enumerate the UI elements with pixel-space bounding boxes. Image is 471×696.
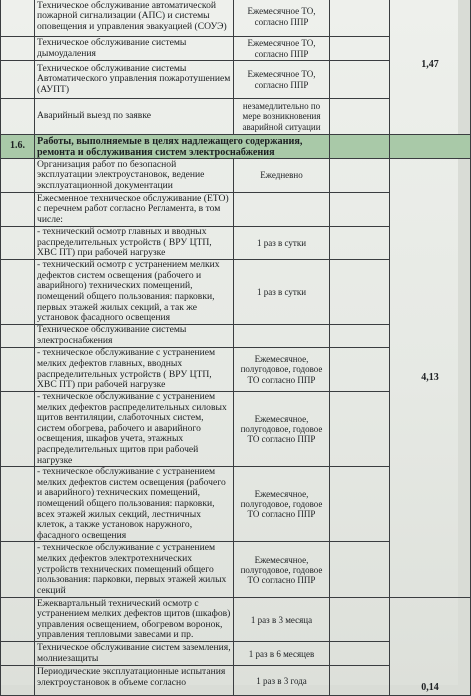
empty-cell — [330, 325, 390, 348]
service-description: Техническое обслуживание системы дымоудаления — [35, 37, 234, 61]
empty-cell — [330, 159, 390, 193]
service-description: Техническое обслуживание систем заземления, молниезащиты — [35, 642, 234, 666]
empty-cell — [330, 467, 390, 542]
row-number — [1, 598, 35, 642]
empty-cell — [330, 61, 390, 99]
empty-cell — [330, 598, 390, 642]
row-number — [1, 0, 35, 37]
service-frequency: Ежедневно — [234, 159, 330, 193]
service-description: - техническое обслуживание с устранением мелких дефектов систем освещения (рабочего и аварийного) технических помещений, помещений общего пользования: парковки, всех этажей жилых секций, лестничных клеток, а также установок наружного, фасадного освещения — [35, 467, 234, 542]
empty-cell — [330, 37, 390, 61]
service-description: - технический осмотр главных и вводных распределительных устройств ( ВРУ ЦТП, ХВС ПТ) при рабочей нагрузке — [35, 227, 234, 260]
service-description: - техническое обслуживание с устранением мелких дефектов главных, вводных распределительных устройств ( ВРУ ЦТП, ХВС ПТ) при рабочей нагрузке — [35, 348, 234, 392]
table-row — [1, 0, 471, 37]
table-row — [1, 159, 471, 193]
service-frequency: 1 раз в сутки — [234, 227, 330, 260]
service-description: Техническое обслуживание системы электроснабжения — [35, 325, 234, 348]
section-number: 1.6. — [1, 135, 35, 159]
table-row — [1, 598, 471, 642]
empty-cell — [330, 348, 390, 392]
empty-cell — [330, 542, 390, 598]
empty-cell — [330, 193, 390, 227]
section-header-row — [1, 135, 471, 159]
service-frequency: Ежемесячное, полугодовое, годовое ТО согласно ППР — [234, 542, 330, 598]
service-frequency: Ежемесячное, полугодовое, годовое ТО согласно ППР — [234, 348, 330, 392]
service-frequency: Ежемесячное, полугодовое, годовое ТО согласно ППР — [234, 392, 330, 467]
row-number — [1, 227, 35, 260]
service-description: Техническое обслуживание системы Автоматического управления пожаротушением (АУПТ) — [35, 61, 234, 99]
service-frequency — [234, 193, 330, 227]
service-frequency: Ежемесячное ТО, согласно ППР — [234, 37, 330, 61]
row-number — [1, 542, 35, 598]
row-number — [1, 159, 35, 193]
empty-cell — [330, 260, 390, 325]
row-number — [1, 99, 35, 135]
row-number — [1, 392, 35, 467]
row-number — [1, 61, 35, 99]
service-frequency: 1 раз в 6 месяцев — [234, 642, 330, 666]
service-description: Техническое обслуживание автоматической пожарной сигнализации (АПС) и системы оповещения и управления эвакуацией (СОУЭ) — [35, 0, 234, 37]
row-number — [1, 642, 35, 666]
service-description: Аварийный выезд по заявке — [35, 99, 234, 135]
service-description: Периодические эксплуатационные испытания электроустановок в объеме согласно — [35, 666, 234, 696]
service-description: Организация работ по безопасной эксплуатации электроустановок, ведение эксплуатационной документации — [35, 159, 234, 193]
empty-cell — [330, 227, 390, 260]
service-description: - техническое обслуживание с устранением мелких дефектов распределительных силовых щитов вентиляции, слаботочных систем, систем обогрева, рабочего и аварийного освещения, шкафов учета, этажных распределительных щитов при рабочей нагрузке — [35, 392, 234, 467]
service-frequency: Ежемесячное ТО, согласно ППР — [234, 0, 330, 37]
empty-cell — [390, 135, 471, 159]
price-cell: 1,47 — [390, 0, 471, 135]
empty-cell — [330, 666, 390, 696]
price-cell: 4,13 — [390, 159, 471, 598]
service-description: - техническое обслуживание с устранением мелких дефектов электротехнических устройств технических помещений общего пользования: парковки, первых этажей жилых секций — [35, 542, 234, 598]
service-description: - технический осмотр с устранением мелких дефектов систем освещения (рабочего и аварийного) технических помещений, помещений общего пользования: парковки, первых этажей жилых секций, а так же установок фасадного освещения — [35, 260, 234, 325]
empty-cell — [330, 392, 390, 467]
row-number — [1, 348, 35, 392]
row-number — [1, 37, 35, 61]
empty-cell — [330, 642, 390, 666]
service-frequency — [234, 325, 330, 348]
row-number — [1, 193, 35, 227]
row-number — [1, 467, 35, 542]
service-frequency: 1 раз в 3 года — [234, 666, 330, 696]
row-number — [1, 260, 35, 325]
row-number — [1, 666, 35, 696]
service-frequency: 1 раз в 3 месяца — [234, 598, 330, 642]
section-title: Работы, выполняемые в целях надлежащего содержания, ремонта и обслуживания систем электроснабжения — [35, 135, 330, 159]
empty-cell — [330, 0, 390, 37]
service-description: Ежеквартальный технический осмотр с устранением мелких дефектов щитов (шкафов) управления освещением, обогревом воронок, управления тепловыми завесами и пр. — [35, 598, 234, 642]
service-description: Ежесменное техническое обслуживание (ЕТО) с перечнем работ согласно Регламента, в том числе: — [35, 193, 234, 227]
empty-cell — [330, 99, 390, 135]
service-frequency: 1 раз в сутки — [234, 260, 330, 325]
empty-cell — [330, 135, 390, 159]
service-frequency: незамедлительно по мере возникновения аварийной ситуации — [234, 99, 330, 135]
price-cell: 0,14 — [390, 598, 471, 696]
service-frequency: Ежемесячное ТО, согласно ППР — [234, 61, 330, 99]
row-number — [1, 325, 35, 348]
service-frequency: Ежемесячное, полугодовое, годовое ТО согласно ППР — [234, 467, 330, 542]
